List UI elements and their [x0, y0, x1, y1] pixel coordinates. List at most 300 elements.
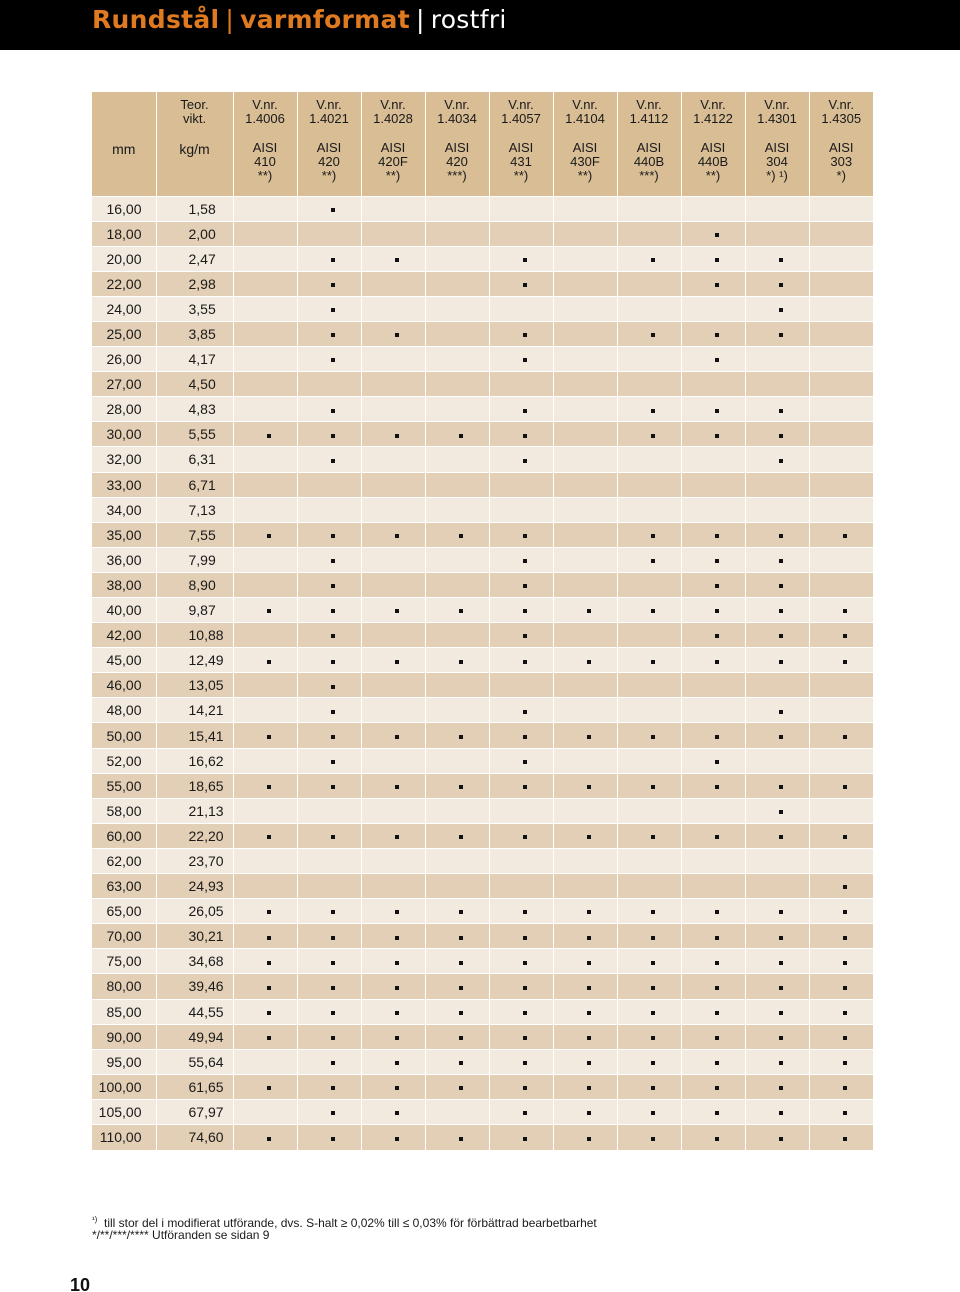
weight-cell: 34,68 [156, 949, 233, 974]
availability-cell [233, 522, 297, 547]
availability-cell [681, 472, 745, 497]
available-marker-icon [587, 785, 591, 789]
availability-cell [425, 547, 489, 572]
availability-cell [233, 196, 297, 221]
availability-cell [745, 522, 809, 547]
table-row [92, 848, 873, 873]
availability-cell [297, 422, 361, 447]
availability-cell [809, 321, 873, 346]
availability-cell [745, 372, 809, 397]
availability-cell [361, 447, 425, 472]
availability-cell [681, 246, 745, 271]
availability-cell [809, 221, 873, 246]
available-marker-icon [267, 1036, 271, 1040]
availability-cell [745, 899, 809, 924]
available-marker-icon [715, 534, 719, 538]
availability-cell [489, 848, 553, 873]
availability-cell [425, 472, 489, 497]
availability-cell [297, 823, 361, 848]
available-marker-icon [587, 660, 591, 664]
availability-cell [297, 648, 361, 673]
availability-cell [233, 246, 297, 271]
available-marker-icon [331, 258, 335, 262]
availability-cell [681, 1049, 745, 1074]
availability-cell [297, 221, 361, 246]
availability-cell [745, 547, 809, 572]
availability-cell [553, 773, 617, 798]
availability-cell [489, 874, 553, 899]
available-marker-icon [267, 835, 271, 839]
available-marker-icon [395, 609, 399, 613]
diameter-cell: 100,00 [92, 1074, 156, 1099]
availability-cell [297, 522, 361, 547]
available-marker-icon [779, 1086, 783, 1090]
available-marker-icon [523, 760, 527, 764]
availability-cell [553, 296, 617, 321]
weight-cell: 2,47 [156, 246, 233, 271]
availability-cell [297, 296, 361, 321]
available-marker-icon [459, 1011, 463, 1015]
available-marker-icon [651, 333, 655, 337]
availability-cell [425, 773, 489, 798]
available-marker-icon [395, 1036, 399, 1040]
availability-cell [681, 673, 745, 698]
availability-cell [233, 221, 297, 246]
table-row [92, 246, 873, 271]
available-marker-icon [523, 609, 527, 613]
weight-cell: 2,00 [156, 221, 233, 246]
availability-cell [617, 723, 681, 748]
availability-cell [681, 347, 745, 372]
available-marker-icon [331, 609, 335, 613]
availability-cell [681, 1074, 745, 1099]
availability-cell [361, 773, 425, 798]
available-marker-icon [779, 785, 783, 789]
availability-cell [745, 1124, 809, 1149]
title-part-1: Rundstål [92, 5, 220, 34]
grade-vnr-5: V.nr. 1.4104 [553, 92, 617, 136]
available-marker-icon [267, 735, 271, 739]
availability-cell [553, 748, 617, 773]
availability-cell [617, 999, 681, 1024]
availability-cell [233, 1049, 297, 1074]
diameter-cell: 50,00 [92, 723, 156, 748]
availability-cell [617, 296, 681, 321]
weight-cell: 16,62 [156, 748, 233, 773]
available-marker-icon [651, 835, 655, 839]
availability-cell [233, 673, 297, 698]
weight-cell: 61,65 [156, 1074, 233, 1099]
available-marker-icon [715, 258, 719, 262]
weight-cell: 12,49 [156, 648, 233, 673]
availability-cell [745, 798, 809, 823]
available-marker-icon [779, 735, 783, 739]
diameter-cell: 18,00 [92, 221, 156, 246]
grade-aisi-8: AISI 304 *) ¹) [745, 136, 809, 196]
available-marker-icon [267, 534, 271, 538]
available-marker-icon [331, 1086, 335, 1090]
diameter-cell: 60,00 [92, 823, 156, 848]
availability-cell [233, 798, 297, 823]
available-marker-icon [843, 885, 847, 889]
availability-cell [297, 271, 361, 296]
page-title: Rundstål | varmformat | rostfri [92, 5, 507, 34]
weight-cell: 18,65 [156, 773, 233, 798]
availability-cell [681, 598, 745, 623]
availability-cell [617, 372, 681, 397]
available-marker-icon [587, 1061, 591, 1065]
availability-cell [553, 623, 617, 648]
availability-cell [745, 698, 809, 723]
availability-cell [361, 422, 425, 447]
availability-cell [361, 196, 425, 221]
diameter-cell: 25,00 [92, 321, 156, 346]
available-marker-icon [395, 986, 399, 990]
availability-cell [361, 372, 425, 397]
available-marker-icon [715, 735, 719, 739]
available-marker-icon [267, 609, 271, 613]
diameter-cell: 63,00 [92, 874, 156, 899]
available-marker-icon [651, 1036, 655, 1040]
table-row [92, 899, 873, 924]
available-marker-icon [395, 660, 399, 664]
available-marker-icon [267, 1011, 271, 1015]
available-marker-icon [459, 961, 463, 965]
availability-cell [617, 623, 681, 648]
available-marker-icon [459, 660, 463, 664]
availability-cell [809, 949, 873, 974]
availability-cell [361, 673, 425, 698]
available-marker-icon [843, 1061, 847, 1065]
availability-cell [745, 723, 809, 748]
availability-cell [553, 271, 617, 296]
availability-cell [233, 623, 297, 648]
diameter-cell: 40,00 [92, 598, 156, 623]
availability-cell [681, 874, 745, 899]
table-row [92, 974, 873, 999]
available-marker-icon [523, 710, 527, 714]
availability-cell [681, 698, 745, 723]
diameter-cell: 45,00 [92, 648, 156, 673]
available-marker-icon [587, 735, 591, 739]
availability-cell [297, 623, 361, 648]
available-marker-icon [523, 434, 527, 438]
availability-cell [489, 196, 553, 221]
table-row [92, 773, 873, 798]
available-marker-icon [651, 409, 655, 413]
availability-cell [553, 924, 617, 949]
table-row [92, 874, 873, 899]
availability-cell [681, 196, 745, 221]
availability-cell [617, 1074, 681, 1099]
availability-cell [425, 924, 489, 949]
availability-cell [361, 1024, 425, 1049]
weight-cell: 5,55 [156, 422, 233, 447]
available-marker-icon [779, 1111, 783, 1115]
grade-vnr-6: V.nr. 1.4112 [617, 92, 681, 136]
availability-cell [553, 823, 617, 848]
available-marker-icon [843, 660, 847, 664]
availability-cell [297, 598, 361, 623]
available-marker-icon [779, 1061, 783, 1065]
availability-cell [809, 748, 873, 773]
availability-cell [617, 1049, 681, 1074]
availability-cell [681, 296, 745, 321]
availability-cell [745, 598, 809, 623]
available-marker-icon [715, 1086, 719, 1090]
availability-cell [553, 422, 617, 447]
diameter-cell: 28,00 [92, 397, 156, 422]
grade-aisi-5: AISI 430F **) [553, 136, 617, 196]
available-marker-icon [331, 208, 335, 212]
availability-cell [297, 723, 361, 748]
table-row [92, 698, 873, 723]
availability-cell [553, 598, 617, 623]
availability-cell [681, 748, 745, 773]
table-row [92, 748, 873, 773]
availability-cell [681, 572, 745, 597]
availability-cell [809, 823, 873, 848]
availability-cell [745, 999, 809, 1024]
title-bar [0, 0, 960, 50]
availability-cell [233, 1074, 297, 1099]
availability-cell [745, 673, 809, 698]
table-row [92, 522, 873, 547]
available-marker-icon [779, 409, 783, 413]
availability-cell [425, 196, 489, 221]
availability-cell [745, 773, 809, 798]
available-marker-icon [779, 961, 783, 965]
availability-cell [489, 924, 553, 949]
available-marker-icon [331, 333, 335, 337]
table-row [92, 673, 873, 698]
available-marker-icon [651, 534, 655, 538]
availability-cell [489, 372, 553, 397]
availability-cell [681, 221, 745, 246]
availability-cell [617, 899, 681, 924]
availability-table [92, 92, 873, 1150]
available-marker-icon [459, 434, 463, 438]
weight-cell: 3,55 [156, 296, 233, 321]
availability-cell [745, 1099, 809, 1124]
availability-cell [489, 748, 553, 773]
available-marker-icon [779, 609, 783, 613]
availability-cell [297, 798, 361, 823]
available-marker-icon [267, 936, 271, 940]
availability-cell [425, 949, 489, 974]
availability-cell [553, 874, 617, 899]
available-marker-icon [523, 258, 527, 262]
availability-cell [489, 798, 553, 823]
availability-cell [425, 271, 489, 296]
availability-cell [553, 196, 617, 221]
available-marker-icon [523, 358, 527, 362]
available-marker-icon [459, 910, 463, 914]
available-marker-icon [395, 735, 399, 739]
available-marker-icon [587, 1137, 591, 1141]
availability-cell [553, 497, 617, 522]
available-marker-icon [779, 308, 783, 312]
grade-vnr-1: V.nr. 1.4021 [297, 92, 361, 136]
availability-cell [553, 1124, 617, 1149]
availability-cell [617, 949, 681, 974]
availability-cell [617, 1124, 681, 1149]
availability-cell [425, 623, 489, 648]
available-marker-icon [651, 1111, 655, 1115]
available-marker-icon [331, 1036, 335, 1040]
table-row [92, 472, 873, 497]
available-marker-icon [395, 534, 399, 538]
table-row [92, 949, 873, 974]
available-marker-icon [331, 785, 335, 789]
availability-cell [681, 1124, 745, 1149]
availability-cell [489, 572, 553, 597]
available-marker-icon [395, 1086, 399, 1090]
title-part-3: rostfri [430, 5, 507, 34]
diameter-cell: 16,00 [92, 196, 156, 221]
available-marker-icon [651, 1061, 655, 1065]
availability-cell [233, 999, 297, 1024]
availability-cell [553, 372, 617, 397]
diameter-cell: 52,00 [92, 748, 156, 773]
availability-cell [233, 472, 297, 497]
available-marker-icon [523, 1137, 527, 1141]
availability-cell [361, 397, 425, 422]
availability-cell [233, 1099, 297, 1124]
available-marker-icon [331, 936, 335, 940]
availability-cell [553, 547, 617, 572]
availability-cell [297, 899, 361, 924]
available-marker-icon [715, 1036, 719, 1040]
table-row [92, 397, 873, 422]
availability-cell [617, 397, 681, 422]
availability-cell [553, 999, 617, 1024]
grade-vnr-8: V.nr. 1.4301 [745, 92, 809, 136]
availability-cell [361, 974, 425, 999]
diameter-cell: 20,00 [92, 246, 156, 271]
availability-cell [809, 347, 873, 372]
availability-cell [489, 673, 553, 698]
available-marker-icon [523, 409, 527, 413]
available-marker-icon [587, 1111, 591, 1115]
available-marker-icon [843, 1137, 847, 1141]
diameter-cell: 85,00 [92, 999, 156, 1024]
table-row [92, 547, 873, 572]
available-marker-icon [843, 534, 847, 538]
available-marker-icon [715, 1011, 719, 1015]
availability-cell [553, 522, 617, 547]
header-empty [92, 92, 156, 136]
table-row [92, 648, 873, 673]
availability-cell [553, 698, 617, 723]
availability-cell [681, 271, 745, 296]
availability-cell [233, 698, 297, 723]
availability-cell [617, 347, 681, 372]
availability-cell [489, 296, 553, 321]
availability-cell [233, 823, 297, 848]
availability-cell [425, 748, 489, 773]
table-row [92, 321, 873, 346]
availability-cell [809, 673, 873, 698]
availability-cell [681, 949, 745, 974]
available-marker-icon [395, 785, 399, 789]
availability-cell [297, 748, 361, 773]
available-marker-icon [267, 1137, 271, 1141]
availability-cell [745, 271, 809, 296]
weight-cell: 4,50 [156, 372, 233, 397]
availability-cell [425, 572, 489, 597]
availability-cell [745, 1074, 809, 1099]
availability-cell [425, 397, 489, 422]
availability-cell [617, 974, 681, 999]
availability-cell [809, 1099, 873, 1124]
availability-cell [297, 773, 361, 798]
availability-cell [361, 522, 425, 547]
available-marker-icon [779, 434, 783, 438]
available-marker-icon [587, 609, 591, 613]
availability-cell [617, 447, 681, 472]
availability-cell [553, 397, 617, 422]
availability-cell [361, 748, 425, 773]
availability-cell [617, 823, 681, 848]
availability-cell [425, 321, 489, 346]
table-row [92, 271, 873, 296]
availability-cell [617, 522, 681, 547]
availability-cell [361, 497, 425, 522]
available-marker-icon [331, 584, 335, 588]
availability-cell [361, 547, 425, 572]
available-marker-icon [587, 986, 591, 990]
available-marker-icon [779, 1137, 783, 1141]
weight-cell: 4,83 [156, 397, 233, 422]
availability-cell [361, 899, 425, 924]
availability-cell [617, 748, 681, 773]
available-marker-icon [843, 1086, 847, 1090]
diameter-cell: 80,00 [92, 974, 156, 999]
table-row [92, 572, 873, 597]
availability-cell [297, 447, 361, 472]
table-row [92, 1074, 873, 1099]
available-marker-icon [587, 1036, 591, 1040]
available-marker-icon [331, 660, 335, 664]
table-row [92, 422, 873, 447]
availability-cell [361, 949, 425, 974]
available-marker-icon [779, 459, 783, 463]
available-marker-icon [331, 1011, 335, 1015]
availability-cell [553, 1099, 617, 1124]
available-marker-icon [779, 333, 783, 337]
availability-cell [425, 522, 489, 547]
availability-cell [617, 773, 681, 798]
availability-cell [361, 823, 425, 848]
availability-cell [361, 221, 425, 246]
diameter-cell: 42,00 [92, 623, 156, 648]
available-marker-icon [331, 735, 335, 739]
availability-cell [361, 723, 425, 748]
availability-cell [681, 547, 745, 572]
availability-cell [489, 522, 553, 547]
availability-cell [233, 547, 297, 572]
available-marker-icon [843, 1011, 847, 1015]
available-marker-icon [843, 735, 847, 739]
available-marker-icon [459, 986, 463, 990]
availability-cell [745, 823, 809, 848]
diameter-cell: 26,00 [92, 347, 156, 372]
available-marker-icon [459, 835, 463, 839]
availability-cell [681, 999, 745, 1024]
weight-cell: 8,90 [156, 572, 233, 597]
availability-cell [809, 723, 873, 748]
